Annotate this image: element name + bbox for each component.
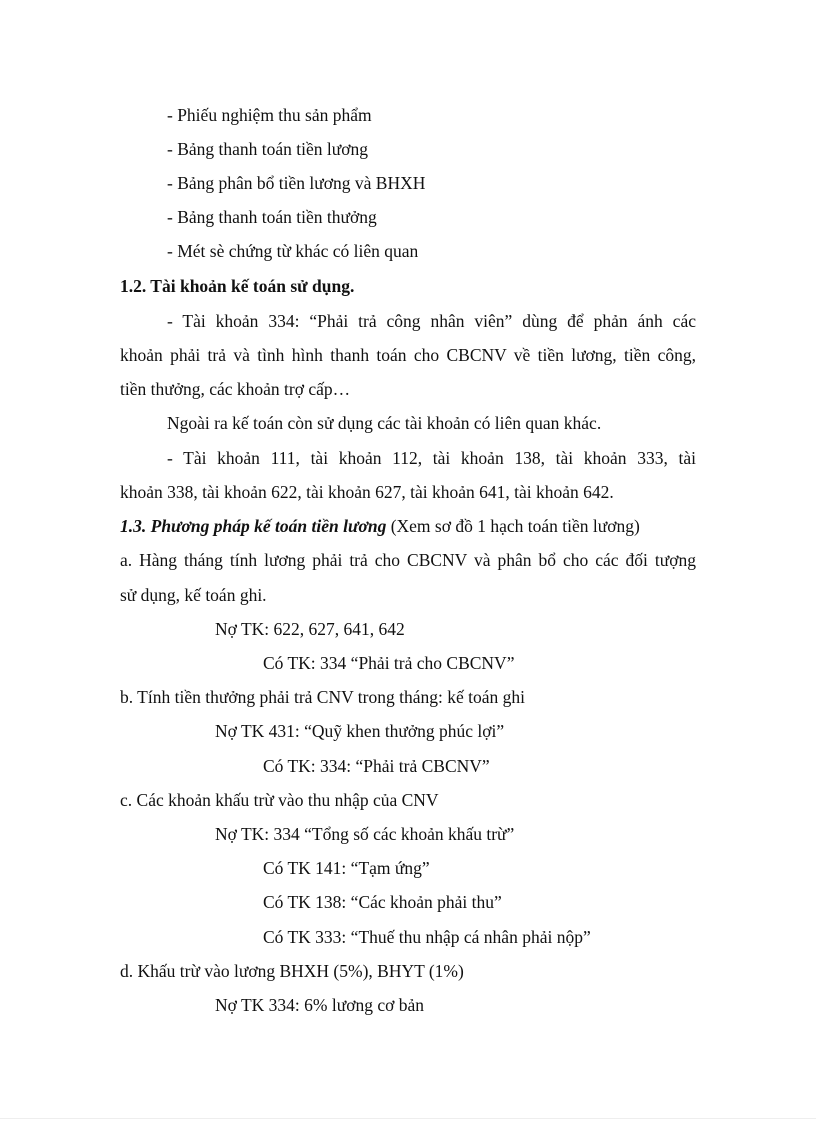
paragraph-line: d. Khấu trừ vào lương BHXH (5%), BHYT (1%)	[120, 961, 464, 981]
paragraph-line: b. Tính tiền thưởng phải trả CNV trong tháng: kế toán ghi	[120, 687, 525, 707]
list-item: - Bảng thanh toán tiền thưởng	[167, 207, 377, 227]
list-item: - Phiếu nghiệm thu sản phẩm	[167, 105, 372, 125]
paragraph-line: - Tài khoản 111, tài khoản 112, tài khoản 138, tài khoản 333, tài	[167, 448, 696, 468]
paragraph-line: khoản phải trả và tình hình thanh toán cho CBCNV về tiền lương, tiền công,	[120, 345, 696, 365]
section-heading-1-3-title: 1.3. Phương pháp kế toán tiền lương	[120, 516, 387, 536]
list-item: - Bảng phân bổ tiền lương và BHXH	[167, 173, 426, 193]
section-heading-1-3	[120, 515, 640, 537]
journal-credit-line: Có TK 141: “Tạm ứng”	[263, 858, 430, 878]
paragraph-line: khoản 338, tài khoản 622, tài khoản 627, tài khoản 641, tài khoản 642.	[120, 482, 614, 502]
paragraph-line: - Tài khoản 334: “Phải trả công nhân viên” dùng để phản ánh các	[167, 311, 696, 331]
journal-credit-line: Có TK: 334 “Phải trả cho CBCNV”	[263, 653, 515, 673]
list-item: - Bảng thanh toán tiền lương	[167, 139, 368, 159]
paragraph-line: tiền thưởng, các khoản trợ cấp…	[120, 379, 351, 399]
paragraph-line: c. Các khoản khấu trừ vào thu nhập của CNV	[120, 790, 439, 810]
journal-credit-line: Có TK 333: “Thuế thu nhập cá nhân phải nộp”	[263, 927, 591, 947]
list-item: - Mét sè chứng từ khác có liên quan	[167, 241, 419, 261]
section-heading-1-2: 1.2. Tài khoản kế toán sử dụng.	[120, 276, 355, 296]
section-heading-1-3-note: (Xem sơ đồ 1 hạch toán tiền lương)	[386, 516, 640, 536]
journal-credit-line: Có TK 138: “Các khoản phải thu”	[263, 892, 502, 912]
journal-debit-line: Nợ TK 334: 6% lương cơ bản	[215, 995, 424, 1015]
page-bottom-edge	[0, 1118, 816, 1119]
journal-debit-line: Nợ TK: 622, 627, 641, 642	[215, 619, 405, 639]
paragraph-line: sử dụng, kế toán ghi.	[120, 585, 267, 605]
journal-debit-line: Nợ TK 431: “Quỹ khen thưởng phúc lợi”	[215, 721, 505, 741]
journal-credit-line: Có TK: 334: “Phải trả CBCNV”	[263, 756, 490, 776]
paragraph-line: a. Hàng tháng tính lương phải trả cho CBCNV và phân bổ cho các đối tượng	[120, 550, 696, 570]
paragraph-line: Ngoài ra kế toán còn sử dụng các tài khoản có liên quan khác.	[167, 413, 602, 433]
journal-debit-line: Nợ TK: 334 “Tổng số các khoản khấu trừ”	[215, 824, 515, 844]
